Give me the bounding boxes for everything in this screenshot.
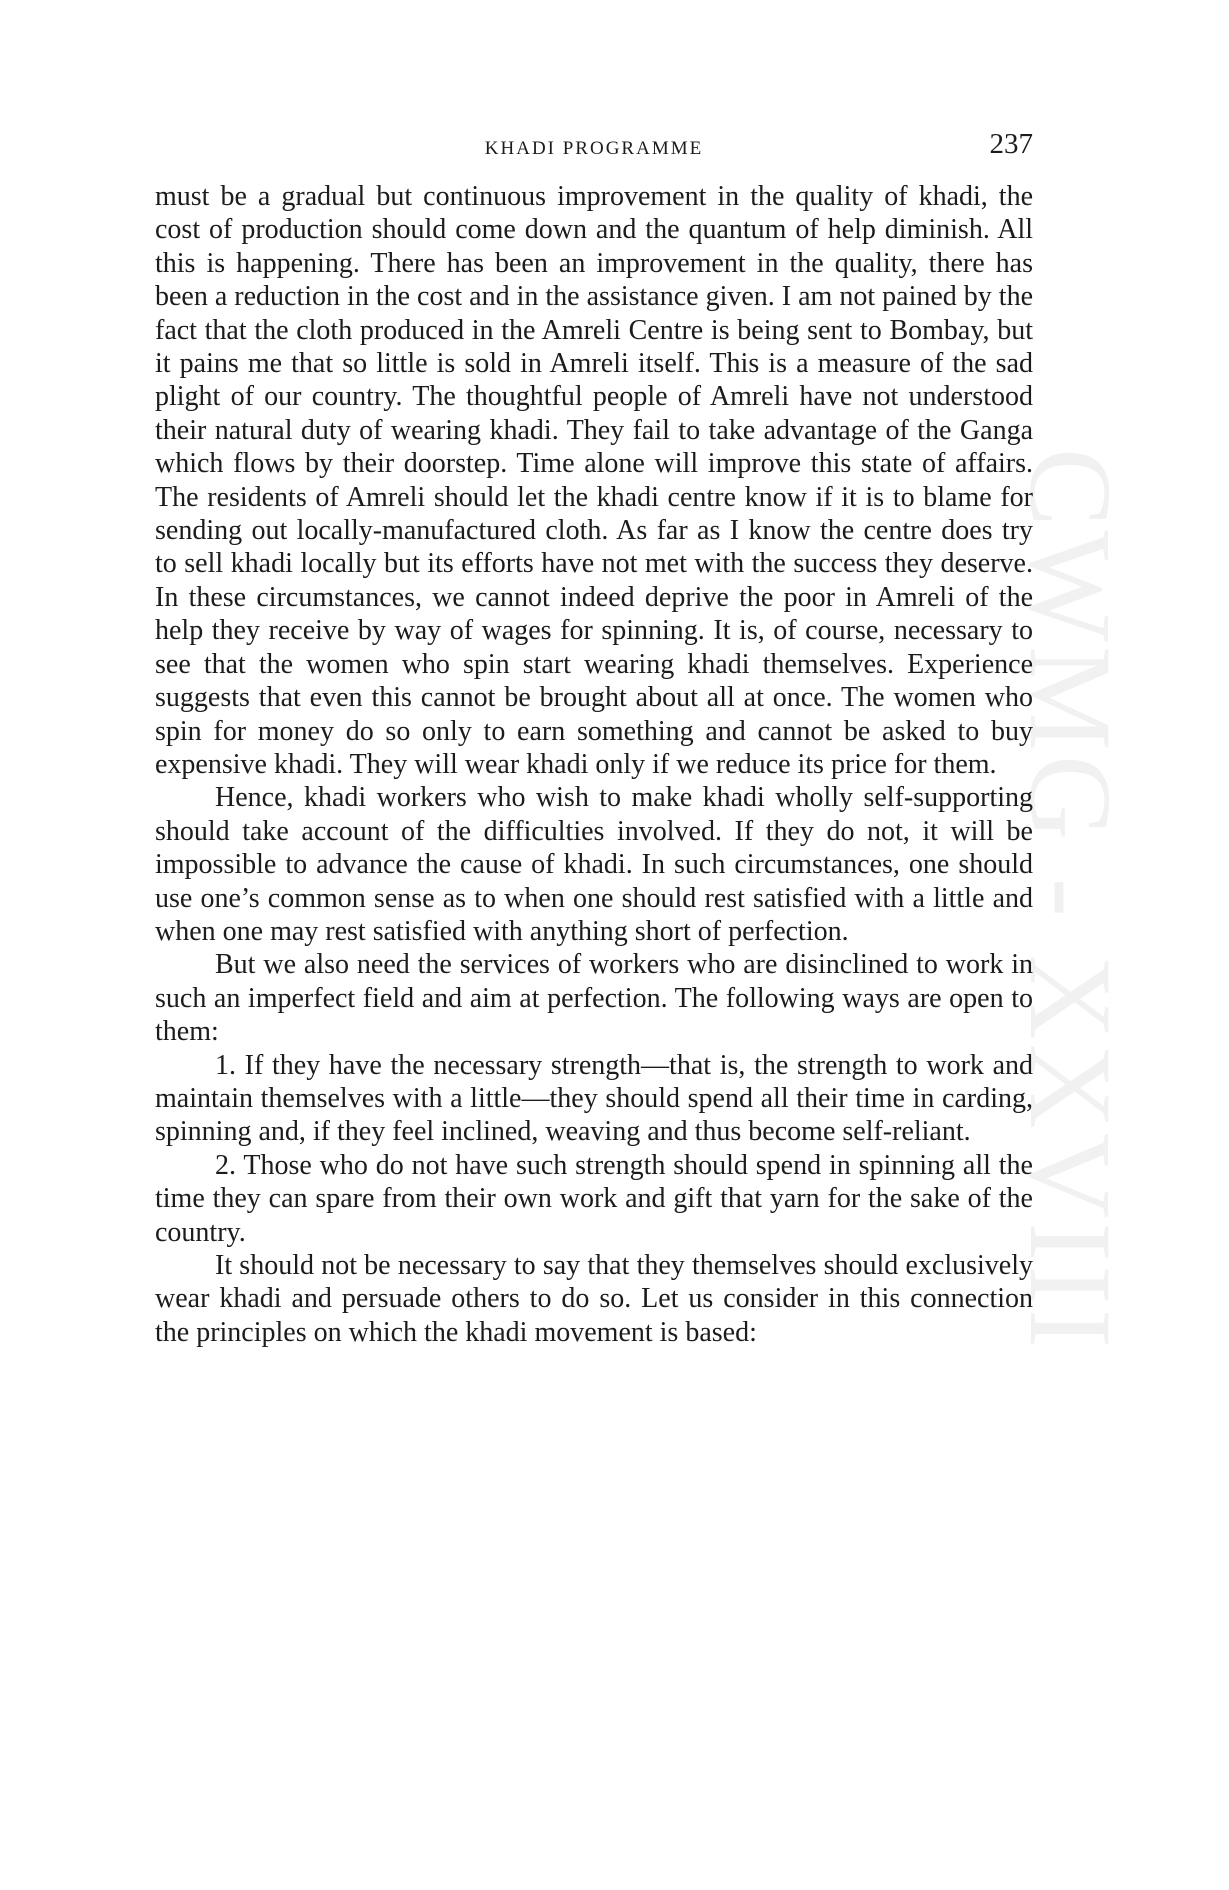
numbered-item: 1. If they have the necessary strength—that is, the strength to work and maintain themselves with a little—they should spend all their time in carding, spinning and, if they feel inclined, weaving and thus become self-reliant. bbox=[155, 1049, 1033, 1148]
paragraph: It should not be necessary to say that they themselves should exclusively wear khadi and persuade others to do so. Let us consider in this connection the principles on which the khadi movement is based: bbox=[155, 1250, 1033, 1348]
paragraph: Hence, khadi workers who wish to make khadi wholly self-supporting should take account of the difficulties involved. If they do not, it will be impossible to advance the cause of khadi. In such circumstances, one should use one’s common sense as to when one should rest satisfied with a little and when one may rest satisfied with anything short of perfection. bbox=[155, 782, 1033, 947]
paragraph: But we also need the services of workers who are disinclined to work in such an imperfect field and aim at perfection. The following ways are open to them: bbox=[155, 949, 1033, 1048]
page-number: 237 bbox=[989, 128, 1033, 160]
numbered-item: 2. Those who do not have such strength should spend in spinning all the time they can spare from their own work and gift that yarn for the sake of the country. bbox=[155, 1149, 1033, 1248]
body-text bbox=[155, 180, 1033, 1349]
running-title: KHADI PROGRAMME bbox=[484, 138, 704, 159]
watermark: CWMG - XXVIII bbox=[1005, 447, 1136, 1353]
page-header bbox=[155, 128, 1033, 168]
paragraph: must be a gradual but continuous improvement in the quality of khadi, the cost of production should come down and the quantum of help diminish. All this is happening. There has been an improvement in the quality, there has been a reduction in the cost and in the assistance given. I am not pained by the fact that the cloth produced in the Amreli Centre is being sent to Bombay, but it pains me that so little is sold in Amreli itself. This is a measure of the sad plight of our country. The thoughtful people of Amreli have not understood their natural duty of wearing khadi. They fail to take advantage of the Ganga which flows by their doorstep. Time alone will improve this state of affairs. The residents of Amreli should let the khadi centre know if it is to blame for sending out locally-manufactured cloth. As far as I know the centre does try to sell khadi locally but its efforts have not met with the success they deserve. In these circumstances, we cannot indeed deprive the poor in Amreli of the help they receive by way of wages for spinning. It is, of course, necessary to see that the women who spin start wearing khadi themselves. Experience suggests that even this cannot be brought about all at once. The women who spin for money do so only to earn something and cannot be asked to buy expensive khadi. They will wear khadi only if we reduce its price for them. bbox=[155, 181, 1033, 780]
